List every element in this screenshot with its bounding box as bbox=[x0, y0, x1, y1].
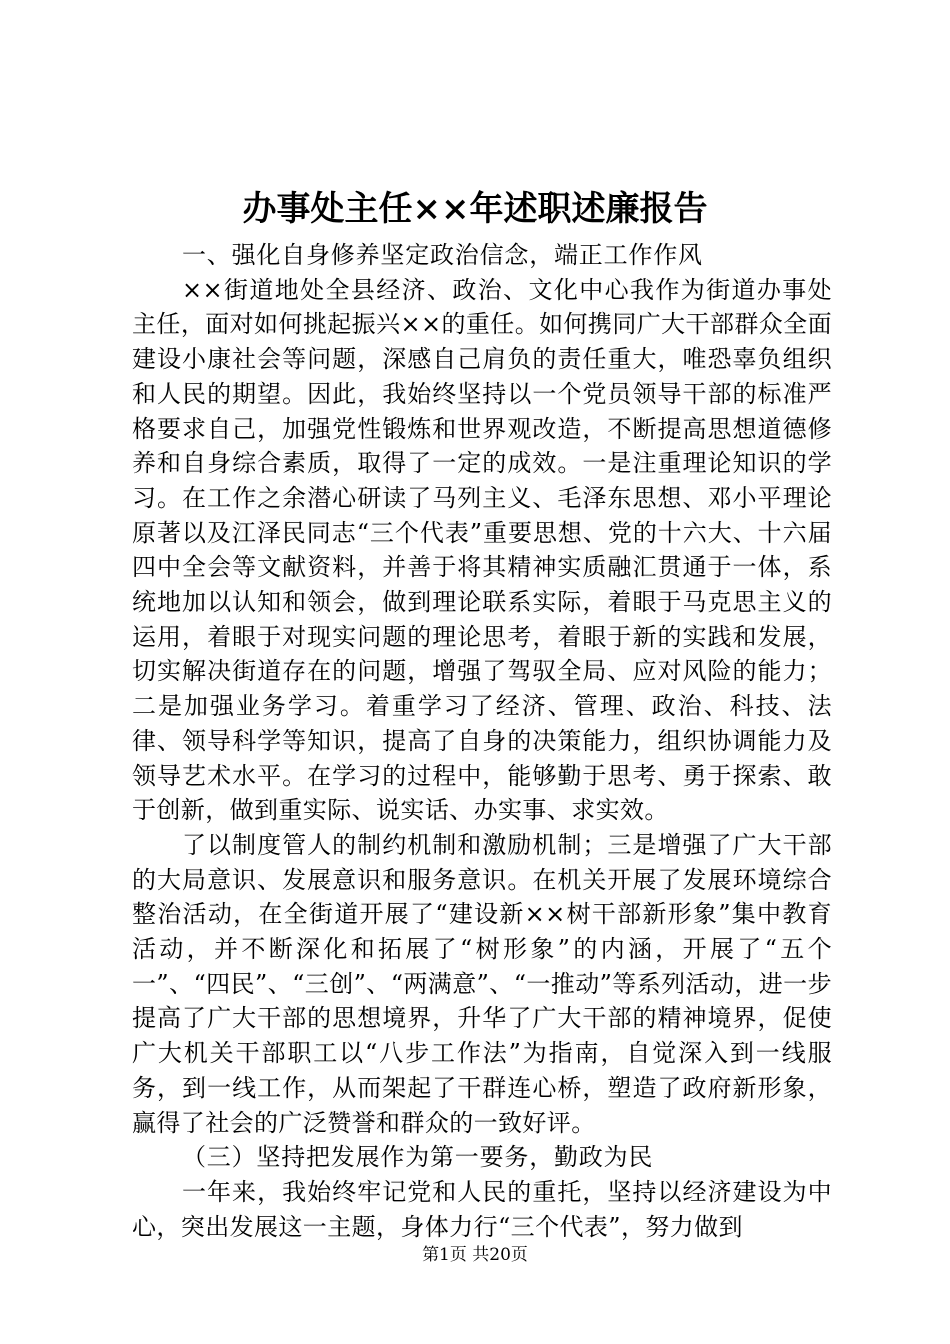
section-heading-3: （三）坚持把发展作为第一要务，勤政为民 bbox=[182, 1143, 654, 1172]
body-paragraph-1: ××街道地处全县经济、政治、文化中心我作为街道办事处主任，面对如何挑起振兴××的重任。如何携同广大干部群众全面建设小康社会等问题，深感自己肩负的责任重大，唯恐辜负组织和人民的期望。因此，我始终坚持以一个党员领导干部的标准严格要求自己，加强党性锻炼和世界观改造，不断提高思想道德修养和自身综合素质，取得了一定的成效。一是注重理论知识的学习。在工作之余潜心研读了马列主义、毛泽东思想、邓小平理论原著以及江泽民同志“三个代表”重要思想、党的十六大、十六届四中全会等文献资料，并善于将其精神实质融汇贯通于一体，系统地加以认知和领会，做到理论联系实际，着眼于马克思主义的运用，着眼于对现实问题的理论思考，着眼于新的实践和发展，切实解决街道存在的问题，增强了驾驭全局、应对风险的能力；二是加强业务学习。着重学习了经济、管理、政治、科技、法律、领导科学等知识，提高了自身的决策能力，组织协调能力及领导艺术水平。在学习的过程中，能够勤于思考、勇于探索、敢于创新，做到重实际、说实话、办实事、求实效。 bbox=[132, 275, 832, 825]
document-body bbox=[132, 238, 832, 1244]
section-heading-1: 一、强化自身修养坚定政治信念，端正工作作风 bbox=[182, 241, 703, 269]
body-paragraph-3: 一年来，我始终牢记党和人民的重托，坚持以经济建设为中心，突出发展这一主题，身体力行“三个代表”，努力做到 bbox=[132, 1177, 832, 1241]
document-title: 办事处主任××年述职述廉报告 bbox=[242, 189, 708, 229]
page-footer: 第1页 共20页 bbox=[422, 1245, 528, 1265]
body-paragraph-2: 了以制度管人的制约机制和激励机制；三是增强了广大干部的大局意识、发展意识和服务意识。在机关开展了发展环境综合整治活动，在全街道开展了“建设新××树干部新形象”集中教育活动，并不断深化和拓展了“树形象”的内涵，开展了“五个一”、“四民”、“三创”、“两满意”、“一推动”等系列活动，进一步提高了广大干部的思想境界，升华了广大干部的精神境界，促使广大机关干部职工以“八步工作法”为指南，自觉深入到一线服务，到一线工作，从而架起了干群连心桥，塑造了政府新形象，赢得了社会的广泛赞誉和群众的一致好评。 bbox=[132, 830, 832, 1137]
